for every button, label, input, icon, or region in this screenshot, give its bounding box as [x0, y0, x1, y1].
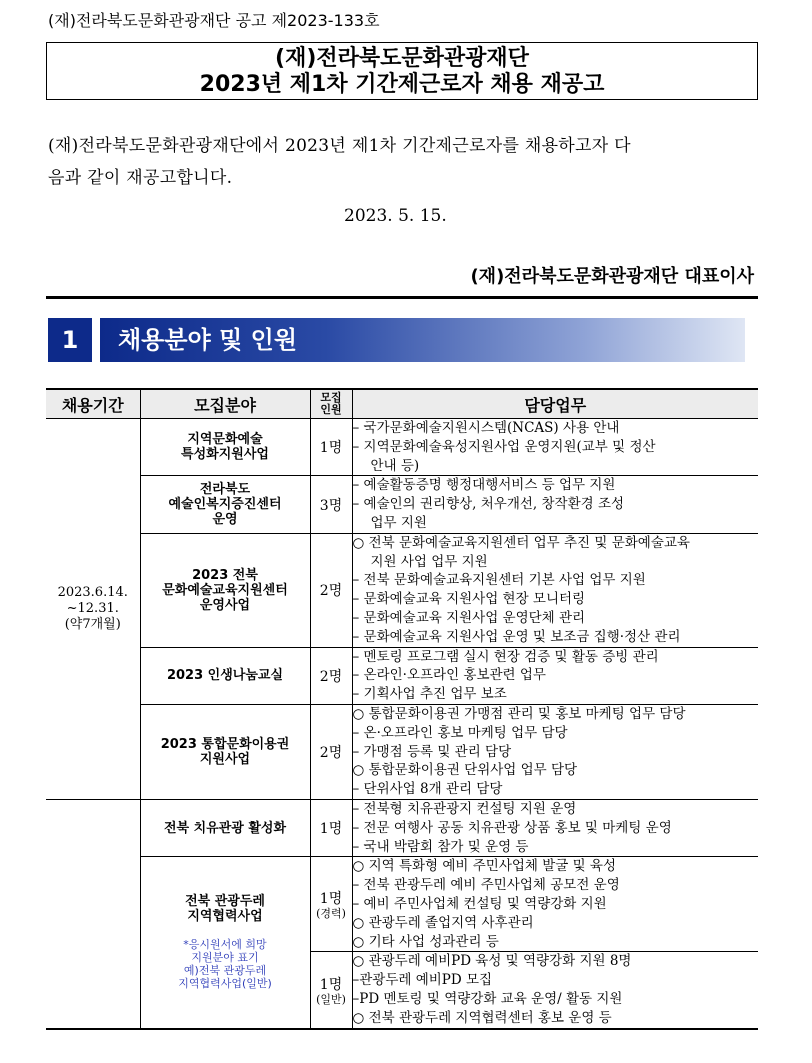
table-header-row [46, 389, 758, 419]
duty-continuation: 안내 등) [370, 457, 420, 474]
field-line: 2023 통합문화이용권 [160, 736, 290, 752]
duty-line: – 단위사업 8개 관리 담당 [352, 781, 503, 798]
table-row [46, 419, 758, 476]
count-cell: 2명 [310, 647, 352, 704]
count-cell: 1명 [310, 419, 352, 476]
duty-line: – 전북형 치유관광지 컨설팅 지원 운영 [352, 800, 577, 817]
duty-line: –PD 멘토링 및 역량강화 교육 운영/ 활동 지원 [352, 990, 623, 1007]
period-line: ~12.31. [66, 600, 119, 616]
table-row [46, 647, 758, 704]
duty-cell [352, 533, 758, 647]
duty-line: – 멘토링 프로그램 실시 현장 검증 및 활동 증빙 관리 [352, 648, 659, 665]
field-cell [140, 647, 310, 704]
period-cell [46, 419, 140, 800]
period-line: 2023.6.14. [57, 584, 128, 600]
field-line: 지원사업 [199, 751, 251, 767]
duty-continuation: 업무 지원 [370, 514, 427, 531]
intro-line-2: 음과 같이 재공고합니다. [48, 168, 233, 188]
table-row [46, 799, 758, 856]
divider [46, 296, 758, 299]
field-cell [140, 476, 310, 533]
duty-line: – 예술활동증명 행정대행서비스 등 업무 지원 [352, 477, 616, 494]
table-body [46, 419, 758, 1029]
count-cell: 2명 [310, 704, 352, 799]
field-cell [140, 704, 310, 799]
notice-number: (재)전라북도문화관광재단 공고 제2023-133호 [48, 11, 380, 30]
title-line-2: 2023년 제1차 기간제근로자 채용 재공고 [199, 72, 605, 97]
duty-line: ○ 전북 문화예술교육지원센터 업무 추진 및 문화예술교육 [352, 534, 690, 551]
section-number: 1 [48, 318, 92, 362]
field-line: 전북 관광두레 [185, 894, 265, 910]
duty-cell [352, 799, 758, 856]
field-line: 문화예술교육지원센터 [162, 582, 288, 598]
field-line: 지역문화예술 [187, 432, 263, 448]
duty-continuation: 지원 사업 업무 지원 [370, 553, 488, 570]
count-cell: 2명 [310, 533, 352, 647]
field-cell [140, 419, 310, 476]
duty-cell [352, 857, 758, 952]
duty-line: – 지역문화예술육성지원사업 운영지원(교부 및 정산 [352, 438, 656, 455]
duty-line: – 가맹점 등록 및 관리 담당 [352, 743, 512, 760]
duty-line: ○ 관광두레 졸업지역 사후관리 [352, 914, 534, 931]
duty-line: – 기획사업 추진 업무 보조 [352, 686, 507, 703]
note-line: 예)전북 관광두레 [183, 964, 267, 978]
field-line: 지역협력사업 [187, 909, 263, 925]
intro-paragraph [48, 130, 760, 194]
duty-line: – 국가문화예술지원시스템(NCAS) 사용 안내 [352, 420, 620, 436]
title-line-1: (재)전라북도문화관광재단 [275, 46, 529, 71]
recruitment-table [46, 388, 758, 1030]
table-row [46, 704, 758, 799]
header-count-line-1: 모집 [320, 391, 342, 404]
duty-cell [352, 476, 758, 533]
table-row [46, 533, 758, 647]
field-line: 전북 치유관광 활성화 [163, 820, 287, 836]
duty-cell [352, 419, 758, 476]
duty-cell [352, 952, 758, 1029]
duty-line: – 문화예술교육 지원사업 현장 모니터링 [352, 591, 586, 608]
field-line: 전라북도 [199, 482, 251, 498]
table-row [46, 476, 758, 533]
field-line: 2023 인생나눔교실 [166, 668, 284, 684]
notice-date: 2023. 5. 15. [344, 206, 447, 226]
duty-line: ○ 전북 관광두레 지역협력센터 홍보 운영 등 [352, 1009, 612, 1026]
title-box [46, 42, 758, 100]
header-field: 모집분야 [140, 389, 310, 419]
duty-line: – 문화예술교육 지원사업 운영단체 관리 [352, 609, 586, 626]
duty-cell [352, 647, 758, 704]
note-line: 지원분야 표기 [191, 951, 259, 965]
field-line: 2023 전북 [192, 567, 258, 583]
period-line: (약7개월) [64, 616, 121, 632]
field-cell [140, 857, 310, 1029]
duty-line: – 전북 문화예술교육지원센터 기본 사업 업무 지원 [352, 572, 646, 589]
duty-line: – 온·오프라인 홍보 마케팅 업무 담당 [352, 724, 568, 741]
count-note: (일반) [316, 992, 346, 1006]
duty-line: –관광두레 예비PD 모집 [352, 972, 493, 989]
header-period: 채용기간 [46, 389, 140, 419]
field-cell [140, 533, 310, 647]
field-line: 운영 [212, 512, 238, 528]
intro-line-1: (재)전라북도문화관광재단에서 2023년 제1차 기간제근로자를 채용하고자 다 [48, 136, 631, 156]
field-line: 특성화지원사업 [181, 447, 269, 463]
field-cell [140, 799, 310, 856]
duty-line: ○ 통합문화이용권 가맹점 관리 및 홍보 마케팅 업무 담당 [352, 705, 686, 722]
duty-line: – 문화예술교육 지원사업 운영 및 보조금 집행·정산 관리 [352, 628, 681, 645]
duty-line: ○ 통합문화이용권 단위사업 업무 담당 [352, 762, 578, 779]
note-line: *응시원서에 희망 [183, 938, 267, 952]
field-line: 운영사업 [199, 597, 251, 613]
header-count-line-2: 인원 [320, 403, 342, 416]
field-line: 예술인복지증진센터 [168, 497, 282, 513]
period-cell-empty [46, 799, 140, 1028]
duty-line: – 전북 관광두레 예비 주민사업체 공모전 운영 [352, 877, 620, 894]
count-value: 1명 [319, 891, 343, 908]
count-note: (경력) [316, 907, 346, 921]
field-note [141, 938, 310, 990]
duty-line: – 전문 여행사 공동 치유관광 상품 홍보 및 마케팅 운영 [352, 819, 672, 836]
header-duty: 담당업무 [352, 389, 758, 419]
count-cell: 3명 [310, 476, 352, 533]
section-title: 채용분야 및 인원 [100, 318, 745, 362]
count-value: 1명 [319, 976, 343, 993]
header-count [310, 389, 352, 419]
duty-line: ○ 지역 특화형 예비 주민사업체 발굴 및 육성 [352, 858, 617, 875]
duty-line: – 온라인·오프라인 홍보관련 업무 [352, 667, 546, 684]
duty-line: – 국내 박람회 참가 및 운영 등 [352, 838, 529, 855]
duty-cell [352, 704, 758, 799]
count-cell: 1명 [310, 799, 352, 856]
count-cell [310, 857, 352, 952]
count-cell [310, 952, 352, 1029]
signer: (재)전라북도문화관광재단 대표이사 [470, 266, 754, 287]
note-line: 지역협력사업(일반) [178, 977, 272, 991]
duty-line: – 예비 주민사업체 컨설팅 및 역량강화 지원 [352, 895, 607, 912]
duty-line: – 예술인의 권리향상, 처우개선, 창작환경 조성 [352, 496, 625, 513]
duty-line: ○ 기타 사업 성과관리 등 [352, 933, 499, 950]
duty-line: ○ 관광두레 예비PD 육성 및 역량강화 지원 8명 [352, 953, 632, 970]
table-row [46, 857, 758, 952]
